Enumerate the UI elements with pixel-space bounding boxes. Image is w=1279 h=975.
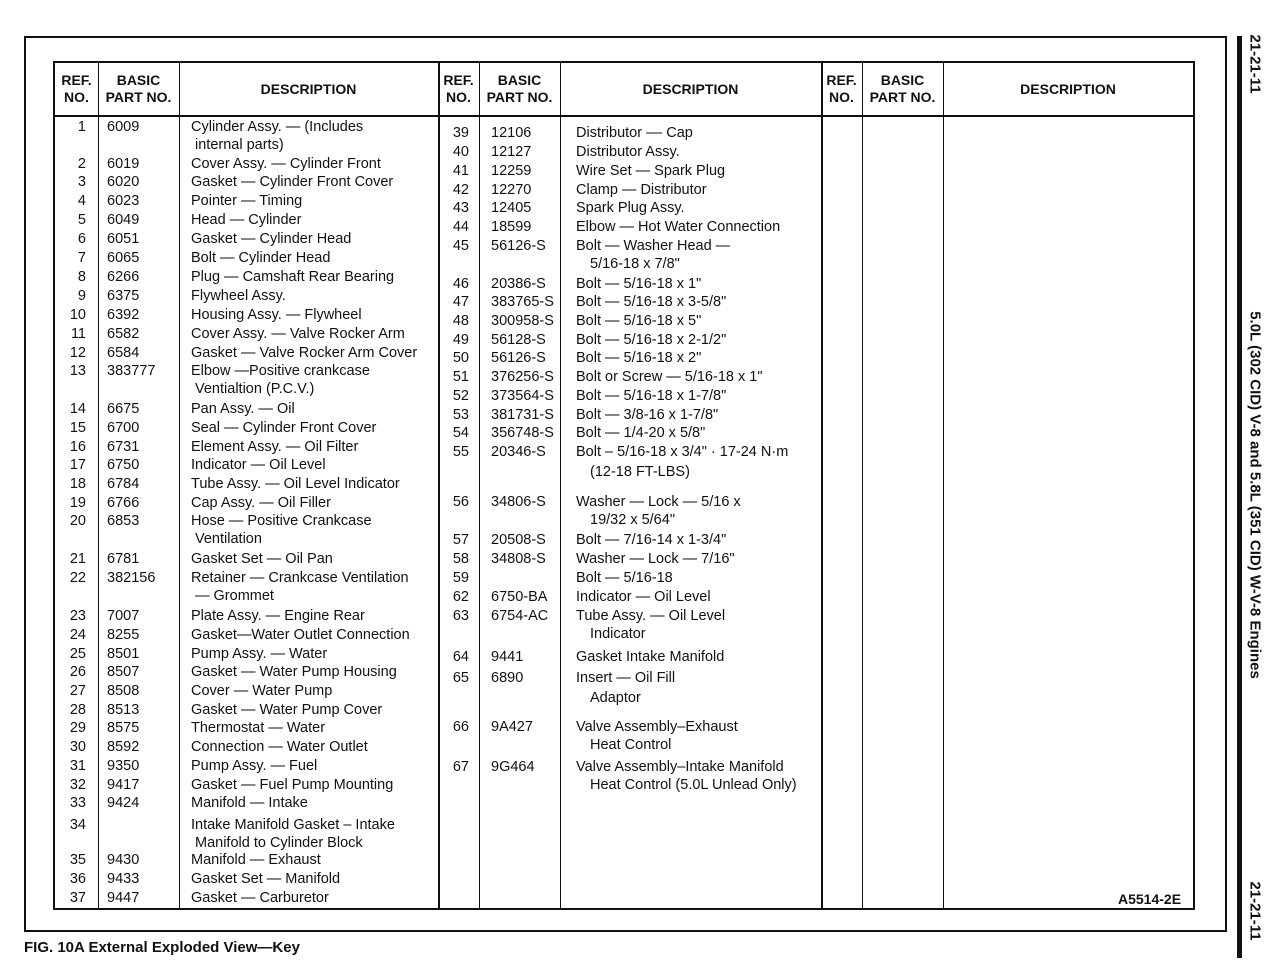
description: Bolt — Washer Head — bbox=[576, 238, 731, 254]
description: Distributor Assy. bbox=[576, 144, 680, 160]
part-no: 6781 bbox=[107, 551, 140, 567]
description: Washer — Lock — 7/16" bbox=[576, 551, 735, 567]
description-cont: 19/32 x 5/64" bbox=[590, 512, 675, 528]
description: Gasket — Carburetor bbox=[191, 890, 329, 906]
ref-no: 37 bbox=[69, 890, 86, 906]
ref-no: 31 bbox=[69, 758, 86, 774]
part-no: 6392 bbox=[107, 307, 140, 323]
part-no: 6049 bbox=[107, 212, 140, 228]
description: Thermostat — Water bbox=[191, 720, 326, 736]
ref-no: 4 bbox=[77, 193, 86, 209]
ref-no: 34 bbox=[69, 817, 86, 833]
description: Connection — Water Outlet bbox=[191, 739, 368, 755]
ref-no: 7 bbox=[77, 250, 86, 266]
ref-no: 41 bbox=[452, 163, 469, 179]
edge-rule bbox=[1237, 36, 1242, 958]
col-divider bbox=[943, 63, 944, 908]
part-no: 381731-S bbox=[491, 407, 554, 423]
part-no: 34808-S bbox=[491, 551, 546, 567]
ref-no: 27 bbox=[69, 683, 86, 699]
part-no: 356748-S bbox=[491, 425, 554, 441]
ref-no: 62 bbox=[452, 589, 469, 605]
col-divider bbox=[821, 63, 823, 908]
part-no: 383765-S bbox=[491, 294, 554, 310]
description-cont: Ventilation bbox=[195, 531, 262, 547]
description: Bolt — Cylinder Head bbox=[191, 250, 331, 266]
part-no: 6375 bbox=[107, 288, 140, 304]
part-no: 9G464 bbox=[491, 759, 535, 775]
col-divider bbox=[862, 63, 863, 908]
description-cont: Heat Control bbox=[590, 737, 672, 753]
part-no: 6766 bbox=[107, 495, 140, 511]
ref-no: 6 bbox=[77, 231, 86, 247]
description: Valve Assembly–Intake Manifold bbox=[576, 759, 784, 775]
description: Tube Assy. — Oil Level Indicator bbox=[191, 476, 400, 492]
header-ref: REF. NO. bbox=[826, 72, 857, 105]
description: Pump Assy. — Water bbox=[191, 646, 328, 662]
side-title: 5.0L (302 CID) V-8 and 5.8L (351 CID) W-V-8 Engines bbox=[1246, 311, 1264, 679]
ref-no: 54 bbox=[452, 425, 469, 441]
part-no: 9441 bbox=[491, 649, 524, 665]
col-divider bbox=[98, 63, 99, 908]
part-no: 382156 bbox=[107, 570, 156, 586]
description: Cover Assy. — Valve Rocker Arm bbox=[191, 326, 405, 342]
parts-table bbox=[53, 61, 1195, 910]
header-ref: REF. NO. bbox=[61, 72, 92, 105]
ref-no: 44 bbox=[452, 219, 469, 235]
part-no: 383777 bbox=[107, 363, 156, 379]
ref-no: 51 bbox=[452, 369, 469, 385]
part-no: 56126-S bbox=[491, 350, 546, 366]
part-no: 9430 bbox=[107, 852, 140, 868]
part-no: 6731 bbox=[107, 439, 140, 455]
ref-no: 59 bbox=[452, 570, 469, 586]
description: Gasket Set — Manifold bbox=[191, 871, 341, 887]
ref-no: 64 bbox=[452, 649, 469, 665]
description: Spark Plug Assy. bbox=[576, 200, 685, 216]
col-divider bbox=[179, 63, 180, 908]
description: Bolt — 7/16-14 x 1-3/4" bbox=[576, 532, 727, 548]
part-no: 6020 bbox=[107, 174, 140, 190]
part-no: 6853 bbox=[107, 513, 140, 529]
description: Head — Cylinder bbox=[191, 212, 302, 228]
part-no: 6584 bbox=[107, 345, 140, 361]
description: Bolt — 5/16-18 x 5" bbox=[576, 313, 702, 329]
part-no: 8507 bbox=[107, 664, 140, 680]
description: Element Assy. — Oil Filter bbox=[191, 439, 359, 455]
figure-caption: FIG. 10A External Exploded View—Key bbox=[24, 939, 300, 956]
ref-no: 13 bbox=[69, 363, 86, 379]
ref-no: 8 bbox=[77, 269, 86, 285]
ref-no: 66 bbox=[452, 719, 469, 735]
part-no: 9433 bbox=[107, 871, 140, 887]
description-cont: Heat Control (5.0L Unlead Only) bbox=[590, 777, 797, 793]
header-ref: REF. NO. bbox=[443, 72, 474, 105]
header-description: DESCRIPTION bbox=[642, 80, 739, 97]
part-no: 9350 bbox=[107, 758, 140, 774]
part-no: 6051 bbox=[107, 231, 140, 247]
ref-no: 29 bbox=[69, 720, 86, 736]
ref-no: 67 bbox=[452, 759, 469, 775]
description-cont: — Grommet bbox=[195, 588, 274, 604]
part-no: 9417 bbox=[107, 777, 140, 793]
ref-no: 55 bbox=[452, 444, 469, 460]
part-no: 6019 bbox=[107, 156, 140, 172]
ref-no: 2 bbox=[77, 156, 86, 172]
part-no: 6754-AC bbox=[491, 608, 549, 624]
ref-no: 47 bbox=[452, 294, 469, 310]
part-no: 12259 bbox=[491, 163, 532, 179]
part-no: 8255 bbox=[107, 627, 140, 643]
part-no: 6582 bbox=[107, 326, 140, 342]
part-no: 20508-S bbox=[491, 532, 546, 548]
description: Valve Assembly–Exhaust bbox=[576, 719, 738, 735]
header-description: DESCRIPTION bbox=[1020, 80, 1116, 97]
description: Manifold — Exhaust bbox=[191, 852, 321, 868]
part-no: 6266 bbox=[107, 269, 140, 285]
description: Gasket—Water Outlet Connection bbox=[191, 627, 410, 643]
part-no: 12127 bbox=[491, 144, 532, 160]
description: Plug — Camshaft Rear Bearing bbox=[191, 269, 395, 285]
description: Gasket — Cylinder Front Cover bbox=[191, 174, 394, 190]
description: Housing Assy. — Flywheel bbox=[191, 307, 362, 323]
part-no: 20386-S bbox=[491, 276, 546, 292]
description-cont: internal parts) bbox=[195, 137, 284, 153]
ref-no: 20 bbox=[69, 513, 86, 529]
description: Cylinder Assy. — (Includes bbox=[191, 119, 364, 135]
part-no: 34806-S bbox=[491, 494, 546, 510]
ref-no: 9 bbox=[77, 288, 86, 304]
ref-no: 18 bbox=[69, 476, 86, 492]
ref-no: 11 bbox=[70, 326, 86, 342]
header-description: DESCRIPTION bbox=[260, 80, 357, 97]
header-part-no: BASIC PART NO. bbox=[486, 72, 553, 105]
part-no: 6065 bbox=[107, 250, 140, 266]
description: Plate Assy. — Engine Rear bbox=[191, 608, 365, 624]
description-cont: Manifold to Cylinder Block bbox=[195, 835, 363, 851]
description: Hose — Positive Crankcase bbox=[191, 513, 372, 529]
ref-no: 58 bbox=[452, 551, 469, 567]
description: Gasket Intake Manifold bbox=[576, 649, 725, 665]
ref-no: 42 bbox=[452, 182, 469, 198]
part-no: 9447 bbox=[107, 890, 140, 906]
description: Gasket Set — Oil Pan bbox=[191, 551, 333, 567]
description: Distributor –– Cap bbox=[576, 125, 693, 141]
ref-no: 3 bbox=[77, 174, 86, 190]
description: Bolt — 5/16-18 x 3-5/8" bbox=[576, 294, 727, 310]
header-part-no: BASIC PART NO. bbox=[869, 72, 936, 105]
description: Seal — Cylinder Front Cover bbox=[191, 420, 377, 436]
ref-no: 25 bbox=[69, 646, 86, 662]
description-cont: (12-18 FT-LBS) bbox=[590, 464, 690, 480]
ref-no: 15 bbox=[69, 420, 86, 436]
ref-no: 5 bbox=[77, 212, 86, 228]
description: Pan Assy. — Oil bbox=[191, 401, 295, 417]
part-no: 12106 bbox=[491, 125, 532, 141]
description: Wire Set — Spark Plug bbox=[576, 163, 726, 179]
description: Flywheel Assy. bbox=[191, 288, 286, 304]
part-no: 56128-S bbox=[491, 332, 546, 348]
part-no: 300958-S bbox=[491, 313, 554, 329]
description: Bolt – 5/16-18 x 3/4" · 17-24 N·m bbox=[576, 444, 789, 460]
part-no: 6675 bbox=[107, 401, 140, 417]
ref-no: 17 bbox=[69, 457, 86, 473]
description: Intake Manifold Gasket – Intake bbox=[191, 817, 395, 833]
part-no: 12405 bbox=[491, 200, 532, 216]
part-no: 9424 bbox=[107, 795, 140, 811]
description-cont: Adaptor bbox=[590, 690, 641, 706]
description: Clamp — Distributor bbox=[576, 182, 707, 198]
description: Bolt — 5/16-18 x 1" bbox=[576, 276, 702, 292]
description: Bolt — 5/16-18 x 1-7/8" bbox=[576, 388, 727, 404]
part-no: 6009 bbox=[107, 119, 140, 135]
description: Gasket — Water Pump Cover bbox=[191, 702, 383, 718]
ref-no: 63 bbox=[452, 608, 469, 624]
part-no: 56126-S bbox=[491, 238, 546, 254]
description: Gasket — Water Pump Housing bbox=[191, 664, 397, 680]
part-no: 6784 bbox=[107, 476, 140, 492]
part-no: 20346-S bbox=[491, 444, 546, 460]
ref-no: 23 bbox=[69, 608, 86, 624]
ref-no: 33 bbox=[69, 795, 86, 811]
ref-no: 45 bbox=[452, 238, 469, 254]
header-rule bbox=[55, 115, 1193, 117]
ref-no: 40 bbox=[452, 144, 469, 160]
ref-no: 36 bbox=[69, 871, 86, 887]
description: Bolt — 5/16-18 x 2" bbox=[576, 350, 702, 366]
ref-no: 48 bbox=[452, 313, 469, 329]
part-no: 8575 bbox=[107, 720, 140, 736]
description: Cover — Water Pump bbox=[191, 683, 333, 699]
part-no: 8508 bbox=[107, 683, 140, 699]
col-divider bbox=[479, 63, 480, 908]
ref-no: 56 bbox=[452, 494, 469, 510]
part-no: 373564-S bbox=[491, 388, 554, 404]
ref-no: 49 bbox=[452, 332, 469, 348]
ref-no: 1 bbox=[77, 119, 86, 135]
ref-no: 24 bbox=[69, 627, 86, 643]
ref-no: 35 bbox=[69, 852, 86, 868]
page-number-bottom: 21-21-11 bbox=[1246, 881, 1264, 941]
ref-no: 19 bbox=[69, 495, 86, 511]
ref-no: 52 bbox=[452, 388, 469, 404]
description: Gasket — Cylinder Head bbox=[191, 231, 352, 247]
description: Pointer — Timing bbox=[191, 193, 303, 209]
description: Bolt — 3/8-16 x 1-7/8" bbox=[576, 407, 719, 423]
part-no: 7007 bbox=[107, 608, 140, 624]
description: Cover Assy. — Cylinder Front bbox=[191, 156, 381, 172]
ref-no: 65 bbox=[452, 670, 469, 686]
description: Elbow — Hot Water Connection bbox=[576, 219, 781, 235]
description: Elbow —Positive crankcase bbox=[191, 363, 370, 379]
part-no: 6023 bbox=[107, 193, 140, 209]
part-no: 6890 bbox=[491, 670, 524, 686]
description: Indicator — Oil Level bbox=[576, 589, 711, 605]
part-no: 376256-S bbox=[491, 369, 554, 385]
part-no: 8501 bbox=[107, 646, 140, 662]
part-no: 6750-BA bbox=[491, 589, 548, 605]
ref-no: 10 bbox=[69, 307, 86, 323]
part-no: 6700 bbox=[107, 420, 140, 436]
description-cont: 5/16-18 x 7/8" bbox=[590, 256, 680, 272]
description: Washer — Lock — 5/16 x bbox=[576, 494, 741, 510]
description: Manifold — Intake bbox=[191, 795, 308, 811]
description: Insert — Oil Fill bbox=[576, 670, 676, 686]
description: Bolt or Screw — 5/16-18 x 1" bbox=[576, 369, 763, 385]
description: Bolt — 5/16-18 x 2-1/2" bbox=[576, 332, 727, 348]
description: Indicator — Oil Level bbox=[191, 457, 326, 473]
description: Gasket — Valve Rocker Arm Cover bbox=[191, 345, 418, 361]
part-no: 8513 bbox=[107, 702, 140, 718]
part-no: 8592 bbox=[107, 739, 140, 755]
ref-no: 14 bbox=[69, 401, 86, 417]
ref-no: 53 bbox=[452, 407, 469, 423]
ref-no: 46 bbox=[452, 276, 469, 292]
description: Cap Assy. — Oil Filler bbox=[191, 495, 331, 511]
description: Gasket — Fuel Pump Mounting bbox=[191, 777, 394, 793]
part-no: 6750 bbox=[107, 457, 140, 473]
description: Pump Assy. — Fuel bbox=[191, 758, 318, 774]
ref-no: 43 bbox=[452, 200, 469, 216]
col-divider bbox=[438, 63, 440, 908]
part-no: 9A427 bbox=[491, 719, 533, 735]
description: Bolt — 1/4-20 x 5/8" bbox=[576, 425, 706, 441]
description-cont: Indicator bbox=[590, 626, 646, 642]
ref-no: 22 bbox=[69, 570, 86, 586]
page-number-top: 21-21-11 bbox=[1246, 34, 1264, 94]
col-divider bbox=[560, 63, 561, 908]
ref-no: 28 bbox=[69, 702, 86, 718]
ref-no: 39 bbox=[452, 125, 469, 141]
ref-no: 30 bbox=[69, 739, 86, 755]
description-cont: Ventialtion (P.C.V.) bbox=[195, 381, 315, 397]
ref-no: 57 bbox=[452, 532, 469, 548]
part-no: 12270 bbox=[491, 182, 532, 198]
figure-id: A5514-2E bbox=[1118, 891, 1182, 907]
ref-no: 32 bbox=[69, 777, 86, 793]
description: Retainer — Crankcase Ventilation bbox=[191, 570, 409, 586]
ref-no: 26 bbox=[69, 664, 86, 680]
ref-no: 16 bbox=[69, 439, 86, 455]
ref-no: 21 bbox=[69, 551, 86, 567]
part-no: 18599 bbox=[491, 219, 532, 235]
description: Bolt — 5/16-18 bbox=[576, 570, 673, 586]
header-part-no: BASIC PART NO. bbox=[105, 72, 172, 105]
ref-no: 12 bbox=[69, 345, 86, 361]
ref-no: 50 bbox=[452, 350, 469, 366]
description: Tube Assy. — Oil Level bbox=[576, 608, 726, 624]
